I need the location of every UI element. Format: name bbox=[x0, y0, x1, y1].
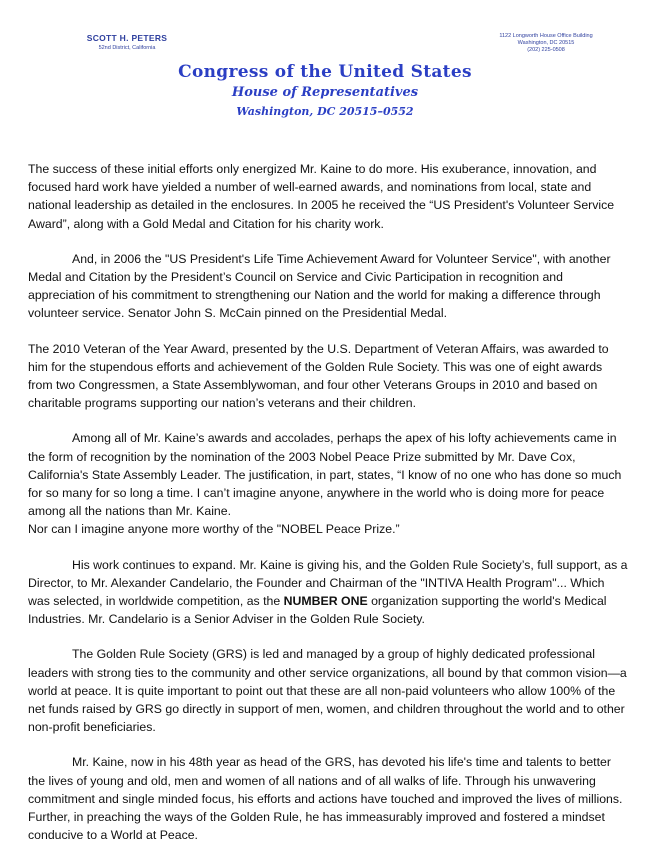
paragraph-intiva bbox=[28, 556, 628, 629]
office-phone: (202) 225-0508 bbox=[527, 47, 565, 53]
member-name: SCOTT H. PETERS bbox=[86, 33, 168, 43]
letterhead-title: Congress of the United States bbox=[178, 62, 472, 82]
letterhead-subtitle: House of Representatives bbox=[231, 85, 419, 100]
paragraph-grs-leadership: The Golden Rule Society (GRS) is led and managed by a group of highly dedicated professional leaders with strong ties to the community and other service organizations, all bound by that common vision—a world at peace. It is quite important to point out that these are all non-paid volunteers who allow 100% of the net funds raised by GRS go directly in support of men, women, and children throughout the world and to other non-profit beneficiaries. bbox=[28, 647, 627, 735]
paragraph-kaine-legacy: Mr. Kaine, now in his 48th year as head of the GRS, has devoted his life's time and talents to better the lives of young and old, men and women of all nations and of all walks of life. Through his unwavering commitment and single minded focus, his efforts and actions have touched and improved the lives of millions. Further, in preaching the ways of the Golden Rule, he has immeasurably improved and fostered a mindset conducive to a World at Peace. bbox=[28, 755, 623, 843]
paragraph-lifetime-achievement: And, in 2006 the "US President's Life Time Achievement Award for Volunteer Service", with another Medal and Citation by the President’s Council on Service and Civic Participation in recognition and appreciation of his commitment to strengthening our Nation and the world for making a difference through volunteer service. Senator John S. McCain pinned on the Presidential Medal. bbox=[28, 251, 611, 321]
letterhead bbox=[0, 0, 650, 140]
paragraph-veteran-award: The 2010 Veteran of the Year Award, presented by the U.S. Department of Veteran Affairs, was awarded to him for the stupendous efforts and achievement of the Golden Rule Society. This was one of eight awards from two Congressmen, a State Assemblywoman, and four other Veterans Groups in 2010 and based on charitable programs supporting our nation’s veterans and their children. bbox=[28, 341, 609, 411]
nobel-quote-end: Nor can I imagine anyone more worthy of the "NOBEL Peace Prize.” bbox=[28, 522, 400, 537]
letterhead-location: Washington, DC 20515–0552 bbox=[236, 105, 414, 118]
office-address-line2: Washington, DC 20515 bbox=[517, 40, 575, 46]
paragraph-nobel-nomination bbox=[28, 429, 628, 538]
member-block bbox=[62, 33, 192, 51]
office-address-block bbox=[476, 33, 616, 54]
intiva-text-start: His work continues to expand. Mr. Kaine is giving his, and the Golden Rule Society’s, full support, as a Director, to Mr. Alexander Candelario, the Founder and Chairman of the "INTIVA Health Program"... Which was selected, in worldwide competition, as the bbox=[28, 557, 628, 609]
office-address-line1: 1122 Longworth House Office Building bbox=[499, 33, 593, 39]
intiva-text-end: organization supporting the world's Medical Industries. Mr. Candelario is a Senior Adviser in the Golden Rule Society. bbox=[28, 594, 607, 627]
letterhead-title-block bbox=[0, 62, 650, 118]
paragraph-awards: The success of these initial efforts only energized Mr. Kaine to do more. His exuberance, innovation, and focused hard work have yielded a number of well-earned awards, and nominations from local, state and national leadership as detailed in the enclosures. In 2005 he received the “US President's Volunteer Service Award”, along with a Gold Medal and Citation for his charity work. bbox=[28, 162, 615, 231]
letter-body bbox=[28, 160, 628, 845]
number-one-emphasis: NUMBER ONE bbox=[283, 594, 368, 609]
member-district: 52nd District, California bbox=[98, 45, 156, 51]
nobel-text: Among all of Mr. Kaine’s awards and accolades, perhaps the apex of his lofty achievements came in the form of recognition by the nomination of the 2003 Nobel Peace Prize submitted by Mr. Dave Cox, California's State Assembly Leader. The justification, in part, states, “I know of no one who has done so much for so many for so long a time. I can’t imagine anyone, anywhere in the world who is doing more for peace among all the nations than Mr. Kaine. bbox=[28, 431, 622, 519]
